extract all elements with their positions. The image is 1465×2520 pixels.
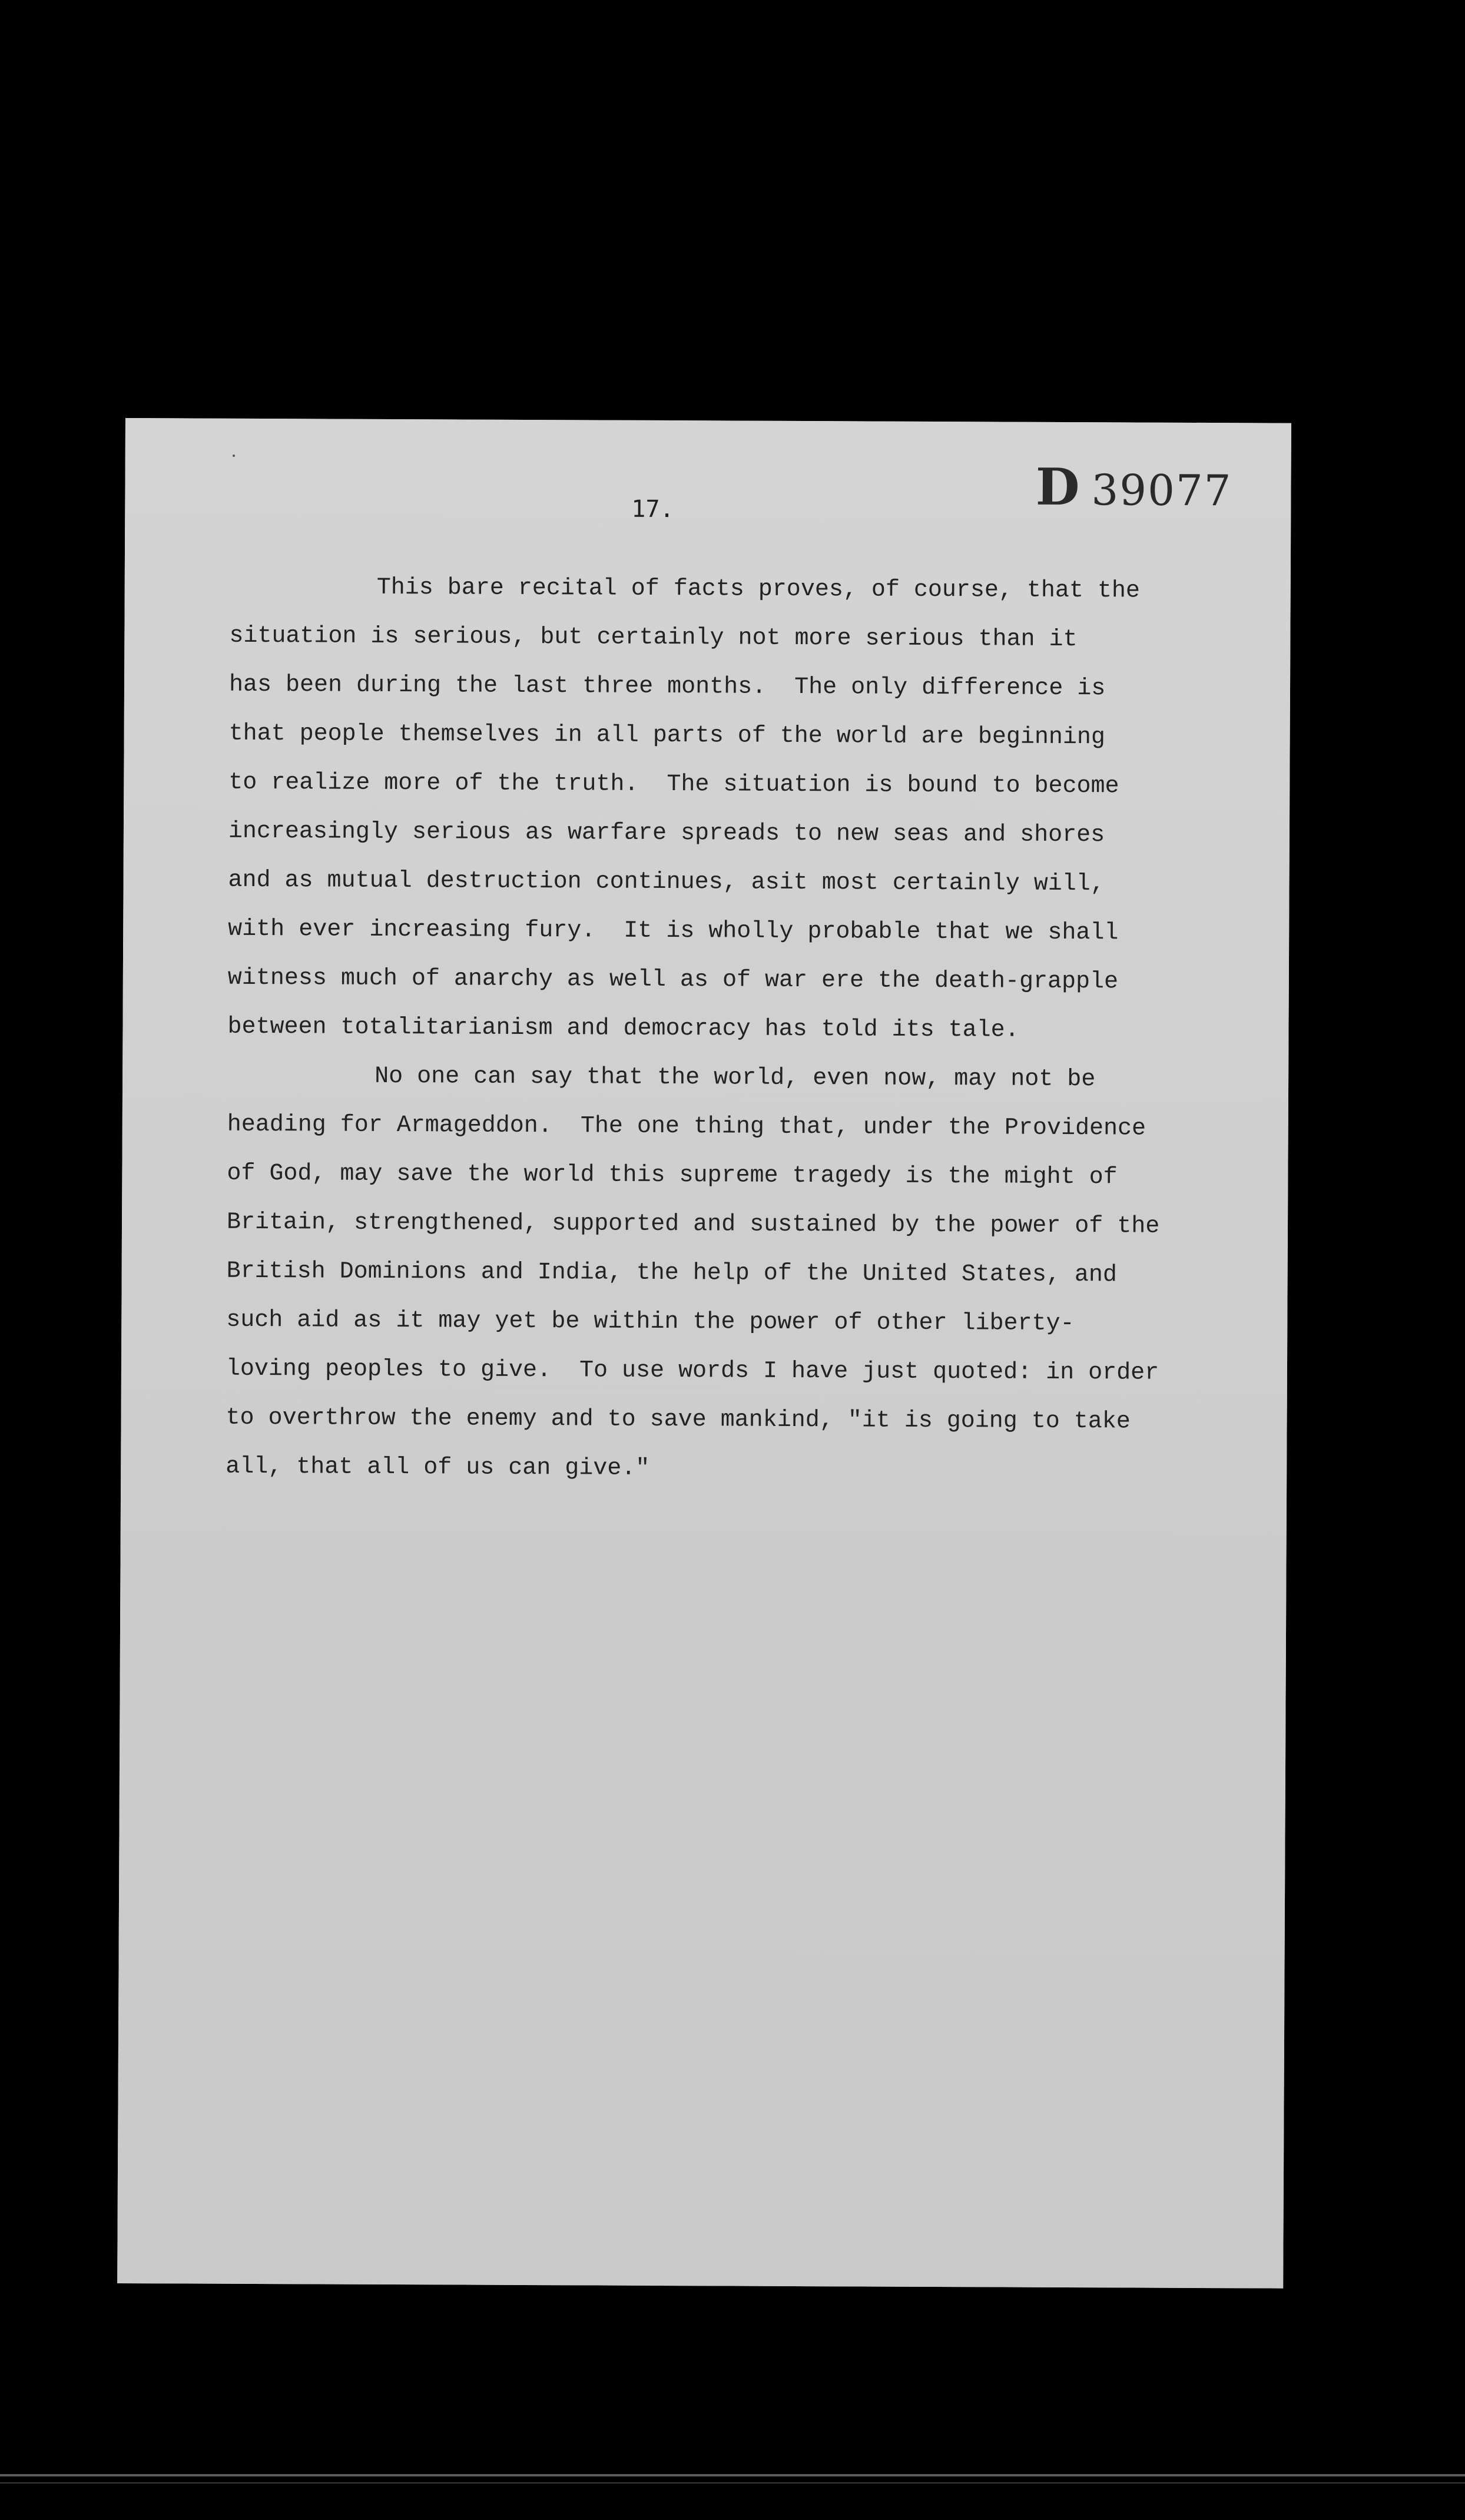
text-line: This bare recital of facts proves, of course, that the <box>376 574 1141 605</box>
archive-stamp <box>1036 457 1232 518</box>
text-line: of God, may save the world this supreme tragedy is the might of <box>227 1160 1118 1191</box>
document-page <box>117 418 1291 2289</box>
text-line: between totalitarianism and democracy has told its tale. <box>227 1013 1019 1044</box>
page-number: 17. <box>631 495 674 523</box>
scanner-edge-line <box>0 2474 1465 2476</box>
text-line: loving peoples to give. To use words I have just quoted: in order <box>226 1355 1159 1387</box>
text-line: witness much of anarchy as well as of war ere the death-grapple <box>227 964 1119 996</box>
text-line: all, that all of us can give." <box>226 1453 650 1482</box>
stamp-number: 39077 <box>1091 465 1232 516</box>
scanner-edge-line <box>0 2482 1465 2483</box>
text-line: such aid as it may yet be within the power of other liberty- <box>226 1307 1075 1338</box>
body-text <box>226 563 1242 1496</box>
text-line: and as mutual destruction continues, asit most certainly will, <box>228 867 1105 898</box>
text-line: to overthrow the enemy and to save mankind, "it is going to take <box>226 1404 1131 1435</box>
stamp-letter: D <box>1035 457 1080 518</box>
text-line: that people themselves in all parts of the world are beginning <box>228 720 1105 751</box>
text-line: Britain, strengthened, supported and sustained by the power of the <box>226 1209 1160 1240</box>
dust-speck <box>233 455 235 457</box>
text-line: with ever increasing fury. It is wholly probable that we shall <box>228 916 1119 947</box>
text-line: heading for Armageddon. The one thing that, under the Providence <box>227 1111 1146 1142</box>
text-line: British Dominions and India, the help of the United States, and <box>226 1258 1118 1289</box>
text-line: increasingly serious as warfare spreads to new seas and shores <box>228 818 1105 849</box>
text-line: No one can say that the world, even now, may not be <box>374 1063 1096 1093</box>
text-line: has been during the last three months. The only difference is <box>228 671 1106 702</box>
text-line: to realize more of the truth. The situation is bound to become <box>228 769 1119 800</box>
text-line: situation is serious, but certainly not more serious than it <box>229 622 1078 654</box>
